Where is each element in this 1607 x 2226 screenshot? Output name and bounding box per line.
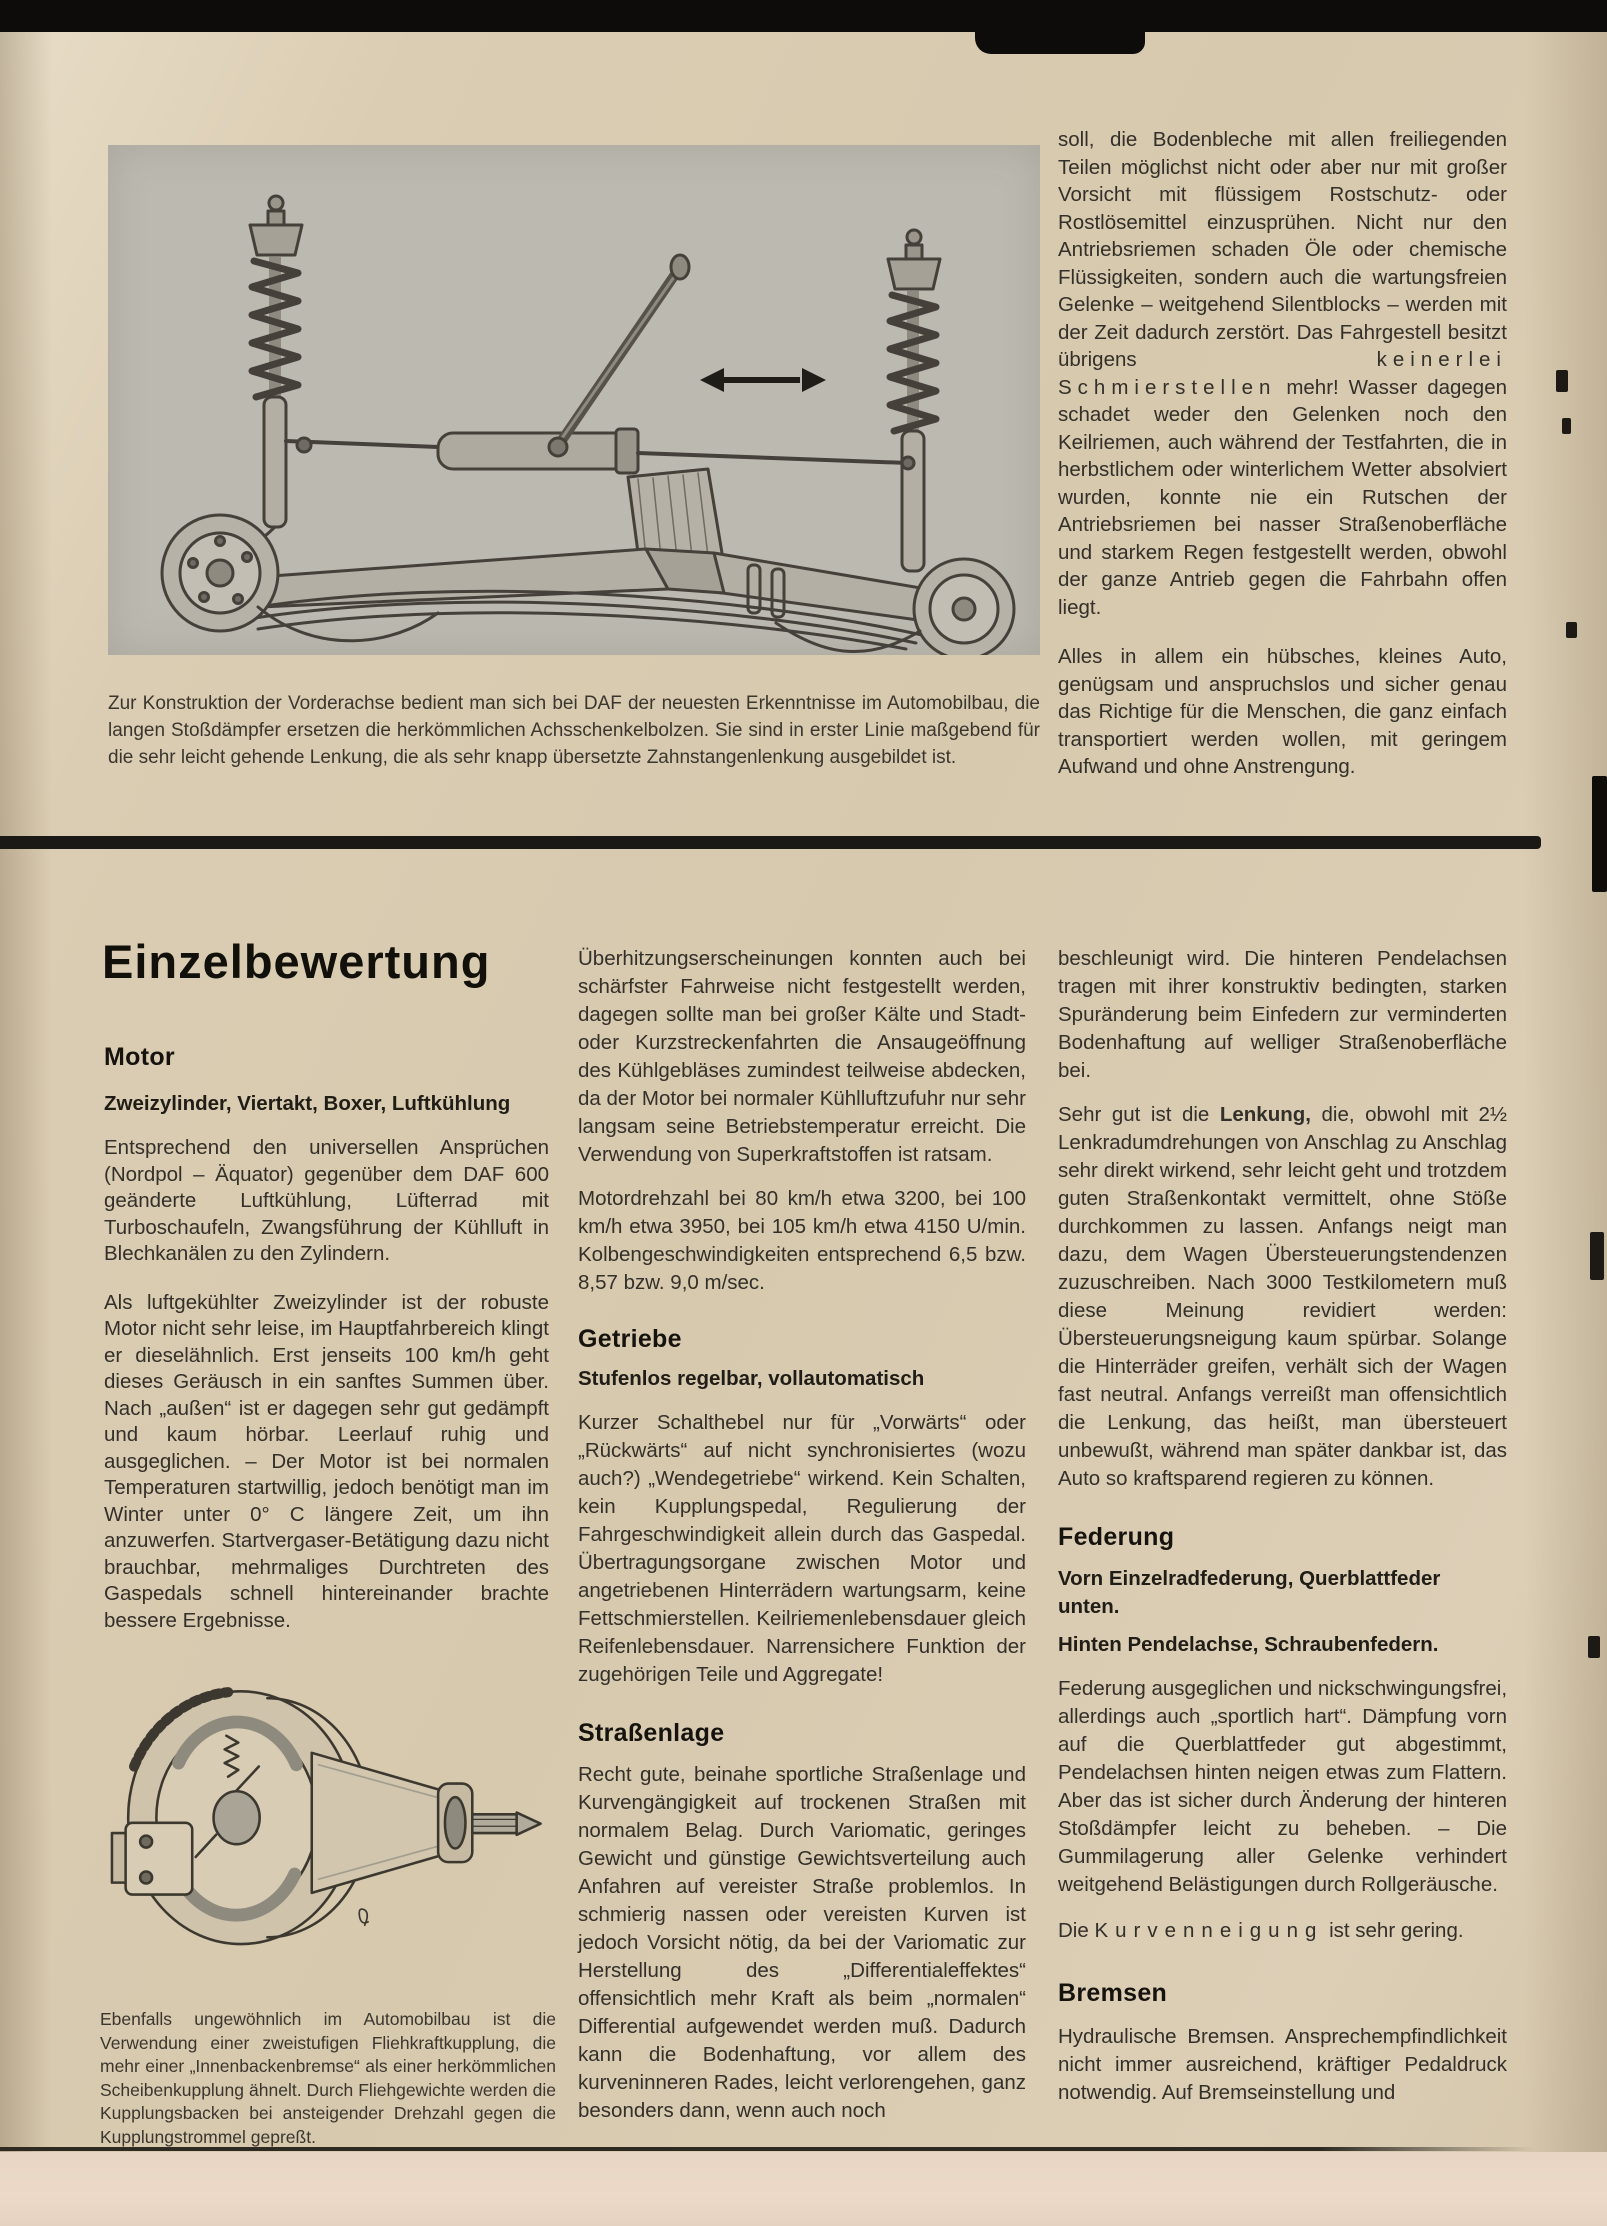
strassenlage-continuation: beschleunigt wird. Die hinteren Pendelachsen tragen mit ihrer konstruktiv bedingten, starken Spuränderung beim Einfedern zur verminderten Bodenhaftung auf welliger Straßenoberfläche bei. bbox=[1058, 947, 1507, 1082]
front-axle-drawing bbox=[108, 145, 1040, 655]
strassenlage-heading: Straßenlage bbox=[578, 1719, 725, 1747]
strassenlage-paragraph: Recht gute, beinahe sportliche Straßenlage und Kurvengängigkeit auf trockenen Straßen mit normalem Belag. Durch Variomatic, geringes Gewicht und günstige Gewichtsverteilung auch Anfahren auf vereister Straße problemlos. In schmierig nassen oder vereisten Kurven ist jedoch Vorsicht nötig, da bei der Variomatic zur Herstellung des „Differentialeffektes“ offensichtlich mehr Kraft als beim „normalen“ Differential aufgewendet werden muß. Dadurch kann die Bodenhaftung, vor allem des kurveninneren Rades, leicht verlorengehen, ganz besonders dann, wenn auch noch bbox=[578, 1763, 1026, 2122]
getriebe-paragraph: Kurzer Schalthebel nur für „Vorwärts“ oder „Rückwärts“ auf nicht synchronisiertes (wozu auch?) „Wendegetriebe“ wirkend. Kein Schalten, kein Kupplungspedal, Regulierung der Fahrgeschwindigkeit allein durch das Gaspedal. Übertragungsorgane zwischen Motor und angetriebenen Hinterrädern wartungsarm, keine Fettschmierstellen. Keilriemenlebensdauer gleich Reifenlebensdauer. Narrensichere Funktion der zugehörigen Teile und Aggregate! bbox=[578, 1411, 1026, 1686]
federung-subline-1: Vorn Einzelradfederung, Querblattfeder unten. bbox=[1058, 1567, 1441, 1618]
lenkung-paragraph bbox=[1058, 1101, 1507, 1493]
next-page-edge bbox=[0, 2152, 1607, 2226]
double-arrow-icon bbox=[700, 368, 826, 392]
clutch-caption: Ebenfalls ungewöhnlich im Automobilbau ist die Verwendung einer zweistufigen Fliehkraftkupplung, die mehr einer „Innenbackenbremse“ als einer herkömmlichen Scheibenkupplung ähnelt. Durch Fliehgewichte werden die Kupplungsbacken bei ansteigender Drehzahl gegen die Kupplungstrommel gepreßt. bbox=[100, 2009, 556, 2147]
lenkung-bold: Lenkung, bbox=[1219, 1103, 1311, 1126]
federung-subline-2: Hinten Pendelachse, Schraubenfedern. bbox=[1058, 1633, 1439, 1656]
left-strut bbox=[211, 196, 302, 567]
steering-rack bbox=[286, 429, 914, 473]
motor-paragraph-3: Überhitzungserscheinungen konnten auch bei schärfster Fahrweise nicht festgestellt werden, dagegen sollte man bei großer Kälte und Stadt- oder Kurzstreckenfahrten die Ansaugeöffnung des Kühlgebläses zumindest teilweise abdecken, da der Motor bei normaler Kühlluftzufuhr nur sehr langsam seine Betriebstemperatur erreicht. Die Verwendung von Superkraftstoffen ist ratsam. bbox=[578, 947, 1026, 1166]
scan-top-bar bbox=[0, 0, 1607, 32]
brake-hose-left bbox=[258, 607, 438, 641]
motor-heading: Motor bbox=[104, 1043, 175, 1071]
page-edge-mark bbox=[1588, 1636, 1600, 1658]
kurven-spaced: Kurvenneigung bbox=[1094, 1919, 1324, 1942]
page-edge-mark bbox=[1556, 370, 1568, 392]
section-title: Einzelbewertung bbox=[102, 935, 491, 988]
mounting-bracket bbox=[112, 1823, 192, 1895]
intro-paragraph-1-spaced: keinerlei Schmierstellen bbox=[1058, 348, 1507, 399]
cross-member bbox=[258, 549, 962, 625]
clutch-housing-cone bbox=[312, 1753, 442, 1893]
page-edge-mark bbox=[1590, 1232, 1604, 1280]
front-axle-caption: Zur Konstruktion der Vorderachse bedient man sich bei DAF der neuesten Erkenntnisse im Automobilbau, die langen Stoßdämpfer ersetzen die herkömmlichen Achsschenkelbolzen. Sie sind in erster Linie maßgebend für die sehr leicht gehende Lenkung, die als sehr knapp übersetzte Zahnstangenlenkung ausgebildet ist. bbox=[108, 693, 1040, 768]
clutch-drawing bbox=[100, 1636, 544, 1996]
page-left-shadow bbox=[0, 30, 52, 2152]
motor-paragraph-4: Motordrehzahl bei 80 km/h etwa 3200, bei 100 km/h etwa 3950, bei 105 km/h etwa 4150 U/min. Kolbengeschwindigkeiten entsprechend 6,5 bzw. 8,57 bzw. 9,0 m/sec. bbox=[578, 1187, 1026, 1294]
getriebe-subline: Stufenlos regelbar, vollautomatisch bbox=[578, 1367, 925, 1390]
intro-paragraph-1 bbox=[1058, 126, 1507, 621]
federung-heading: Federung bbox=[1058, 1523, 1175, 1551]
motor-subline: Zweizylinder, Viertakt, Boxer, Luftkühlung bbox=[104, 1091, 511, 1115]
column-getriebe bbox=[578, 945, 1026, 2125]
kurvenneigung-line bbox=[1058, 1917, 1507, 1945]
bremsen-heading: Bremsen bbox=[1058, 1979, 1168, 2007]
clutch-figure bbox=[100, 1636, 544, 1996]
intro-column bbox=[1058, 126, 1507, 781]
page-edge-mark bbox=[1562, 418, 1571, 434]
lenkung-post: die, obwohl mit 2½ Lenkradumdrehungen von Anschlag zu Anschlag sehr direkt wirkend, sehr leicht geht und trotzdem guten Straßenkontakt vermittelt, ohne Stöße durchkommen zu lassen. Anfangs neigt man dazu, dem Wagen Übersteuerungstendenzen zuzuschreiben. Nach 3000 Testkilometern muß diese Meinung revidiert werden: Übersteuerungsneigung kaum spürbar. Solange die Hinterräder greifen, verhält sich der Wagen fast neutral. Anfangs verreißt man offensichtlich die Lenkung, das heißt, man übersteuert unbewußt, während man später dankbar ist, das Auto so kraftsparend regieren zu können. bbox=[1058, 1103, 1507, 1490]
intro-paragraph-1-text: soll, die Bodenbleche mit allen freiliegenden Teilen möglichst nicht oder aber nur mit großer Vorsicht mit flüssigem Rostschutz- oder Rostlösemittel einzusprühen. Nicht nur den Antriebsriemen schaden Öle oder chemische Flüssigkeiten, sondern auch die wartungsfreien Gelenke – weitgehend Silentblocks – werden mit der Zeit dadurch zerstört. Das Fahrgestell besitzt übrigens bbox=[1058, 128, 1507, 371]
page-right-shadow bbox=[1524, 30, 1607, 2152]
page-bottom-edge-line bbox=[0, 2147, 1535, 2151]
column-motor bbox=[104, 1044, 549, 1634]
kurven-post: ist sehr gering. bbox=[1323, 1919, 1464, 1942]
artist-signature bbox=[359, 1909, 368, 1925]
getriebe-heading: Getriebe bbox=[578, 1325, 682, 1353]
page-edge-mark bbox=[1566, 622, 1577, 638]
intro-paragraph-1-rest: mehr! Wasser dagegen schadet weder den Gelenken noch den Keilriemen, auch während der Testfahrten, die in herbstlichem oder winterlichem Wetter absolviert wurden, konnte nie ein Rutschen der Antriebsriemen bei nasser Straßenoberfläche und starkem Regen festgestellt werden, obwohl der ganze Antrieb gegen die Fahrbahn offen liegt. bbox=[1058, 375, 1507, 619]
kurven-pre: Die bbox=[1058, 1919, 1095, 1942]
lenkung-pre: Sehr gut ist die bbox=[1058, 1103, 1220, 1126]
intro-paragraph-2: Alles in allem ein hübsches, kleines Auto, genügsam und anspruchslos und sicher genau das Richtige für die Menschen, die ganz einfach transportiert werden wollen, mit geringem Aufwand und ohne Anstrengung. bbox=[1058, 645, 1507, 778]
scan-top-bar-fold bbox=[975, 0, 1145, 54]
right-strut bbox=[888, 230, 940, 571]
motor-paragraph-1: Entsprechend den universellen Ansprüchen (Nordpol – Äquator) gegenüber dem DAF 600 geänderte Luftkühlung, Lüfterrad mit Turboschaufeln, Zwangsführung der Kühlluft in Blechkanälen zu den Zylindern. bbox=[104, 1136, 549, 1265]
federung-paragraph: Federung ausgeglichen und nickschwingungsfrei, allerdings auch „sportlich hart“. Dämpfung vorn auf die Querblattfeder gut abgestimmt, Pendelachsen hinten neigen etwas zum Flattern. Aber das ist sicher durch Änderung der hinteren Stoßdämpfer leicht zu beheben. – Die Gummilagerung aller Gelenke verhindert weitgehend Belästigungen durch Rollgeräusche. bbox=[1058, 1677, 1508, 1896]
clutch-shaft bbox=[438, 1784, 540, 1863]
front-axle-figure bbox=[108, 145, 1040, 655]
motor-paragraph-2: Als luftgekühlter Zweizylinder ist der robuste Motor nicht sehr leise, im Hauptfahrbereich klingt er dieselähnlich. Erst jenseits 100 km/h geht dieses Geräusch in ein sanftes Summen über. Nach „außen“ ist er dagegen sehr gut gedämpft und kaum hörbar. Leerlauf ruhig und ausgeglichen. – Der Motor ist bei normalen Temperaturen startwillig, jedoch benötigt man im Winter unter 0° C längere Zeit, um ihn anzuwerfen. Startvergaser-Betätigung dazu nicht brauchbar, mehrmaliges Durchtreten des Gaspedals schnell hintereinander brachte bessere Ergebnisse. bbox=[104, 1290, 549, 1632]
section-divider bbox=[0, 836, 1541, 849]
steering-column bbox=[549, 255, 689, 456]
bremsen-paragraph: Hydraulische Bremsen. Ansprechempfindlichkeit nicht immer ausreichend, kräftiger Pedaldruck notwendig. Auf Bremseinstellung und bbox=[1058, 2025, 1507, 2104]
column-federung-bremsen bbox=[1058, 945, 1507, 2107]
page-edge-mark bbox=[1592, 776, 1607, 892]
